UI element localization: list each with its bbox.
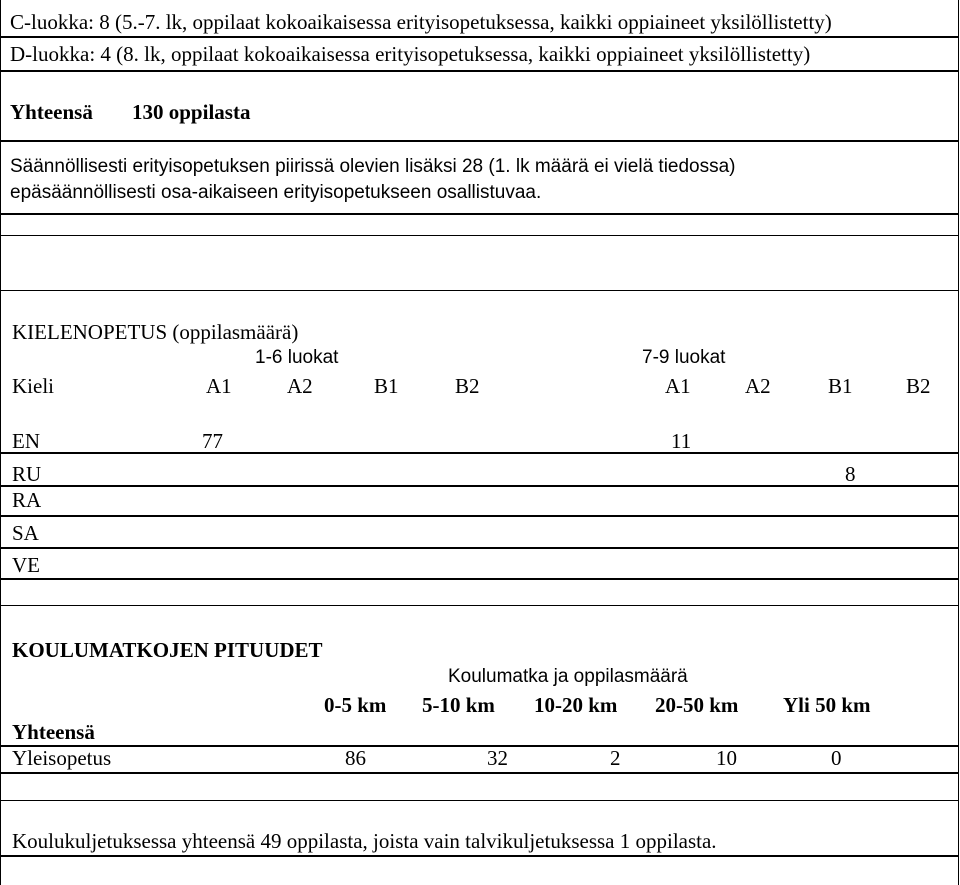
level-header-g2-a1: A1 (665, 374, 691, 398)
bottom-border (0, 855, 958, 857)
level-header-g1-a1: A1 (206, 374, 232, 398)
range-header: Yli 50 km (783, 693, 871, 717)
travel-cell: 2 (610, 746, 621, 770)
table-row-border (0, 547, 958, 549)
travel-cell: 0 (831, 746, 842, 770)
divider (0, 70, 958, 72)
level-header-g2-b2: B2 (906, 374, 931, 398)
range-header: 5-10 km (422, 693, 495, 717)
language-row-label: SA (12, 521, 39, 545)
language-column-header: Kieli (12, 374, 54, 398)
section-top-border (0, 605, 958, 606)
level-header-g1-b1: B1 (374, 374, 399, 398)
language-row-label: EN (12, 429, 40, 453)
right-border (958, 0, 959, 885)
left-border (0, 0, 1, 885)
language-cell: 11 (671, 429, 692, 453)
travel-cell: 86 (345, 746, 366, 770)
level-header-g2-a2: A2 (745, 374, 771, 398)
divider (0, 140, 958, 142)
language-row-label: VE (12, 553, 40, 577)
language-row-label: RA (12, 488, 42, 512)
range-header: 20-50 km (655, 693, 739, 717)
table-row-border (0, 515, 958, 517)
language-row-label: RU (12, 462, 42, 486)
d-class-line: D-luokka: 4 (8. lk, oppilaat kokoaikaisessa erityisopetuksessa, kaikki oppiaineet yksilöllistetty) (10, 42, 811, 66)
level-header-g1-b2: B2 (455, 374, 480, 398)
group-7-9-label: 7-9 luokat (642, 347, 726, 368)
group-1-6-label: 1-6 luokat (255, 347, 339, 368)
language-title: KIELENOPETUS (oppilasmäärä) (12, 320, 299, 344)
travel-cell: 10 (716, 746, 737, 770)
level-header-g1-a2: A2 (287, 374, 313, 398)
table-row-border (0, 772, 958, 774)
range-header: 0-5 km (324, 693, 387, 717)
language-cell: 8 (845, 462, 856, 486)
special-ed-note-line2: epäsäännöllisesti osa-aikaiseen erityisopetukseen osallistuvaa. (10, 182, 542, 203)
divider (0, 235, 958, 236)
divider (0, 213, 958, 215)
language-cell: 77 (202, 429, 223, 453)
total-value: 130 oppilasta (132, 100, 251, 124)
table-row-border (0, 578, 958, 580)
section-top-border (0, 800, 958, 801)
total-label: Yhteensä (10, 100, 93, 124)
travel-total-label: Yhteensä (12, 720, 95, 744)
section-top-border (0, 290, 958, 291)
level-header-g2-b1: B1 (828, 374, 853, 398)
range-header: 10-20 km (534, 693, 618, 717)
transport-line: Koulukuljetuksessa yhteensä 49 oppilasta, joista vain talvikuljetuksessa 1 oppilasta. (12, 829, 717, 853)
table-row-border (0, 452, 958, 454)
travel-row-label: Yleisopetus (12, 746, 112, 770)
table-row-border (0, 485, 958, 487)
travel-title: KOULUMATKOJEN PITUUDET (12, 638, 323, 662)
travel-subtitle: Koulumatka ja oppilasmäärä (448, 666, 688, 687)
special-ed-note-line1: Säännöllisesti erityisopetuksen piirissä olevien lisäksi 28 (1. lk määrä ei vielä tiedossa) (10, 156, 736, 177)
travel-cell: 32 (487, 746, 508, 770)
table-row-border (0, 745, 958, 747)
c-class-line: C-luokka: 8 (5.-7. lk, oppilaat kokoaikaisessa erityisopetuksessa, kaikki oppiaineet yksilöllistetty) (10, 10, 832, 34)
divider (0, 36, 958, 38)
